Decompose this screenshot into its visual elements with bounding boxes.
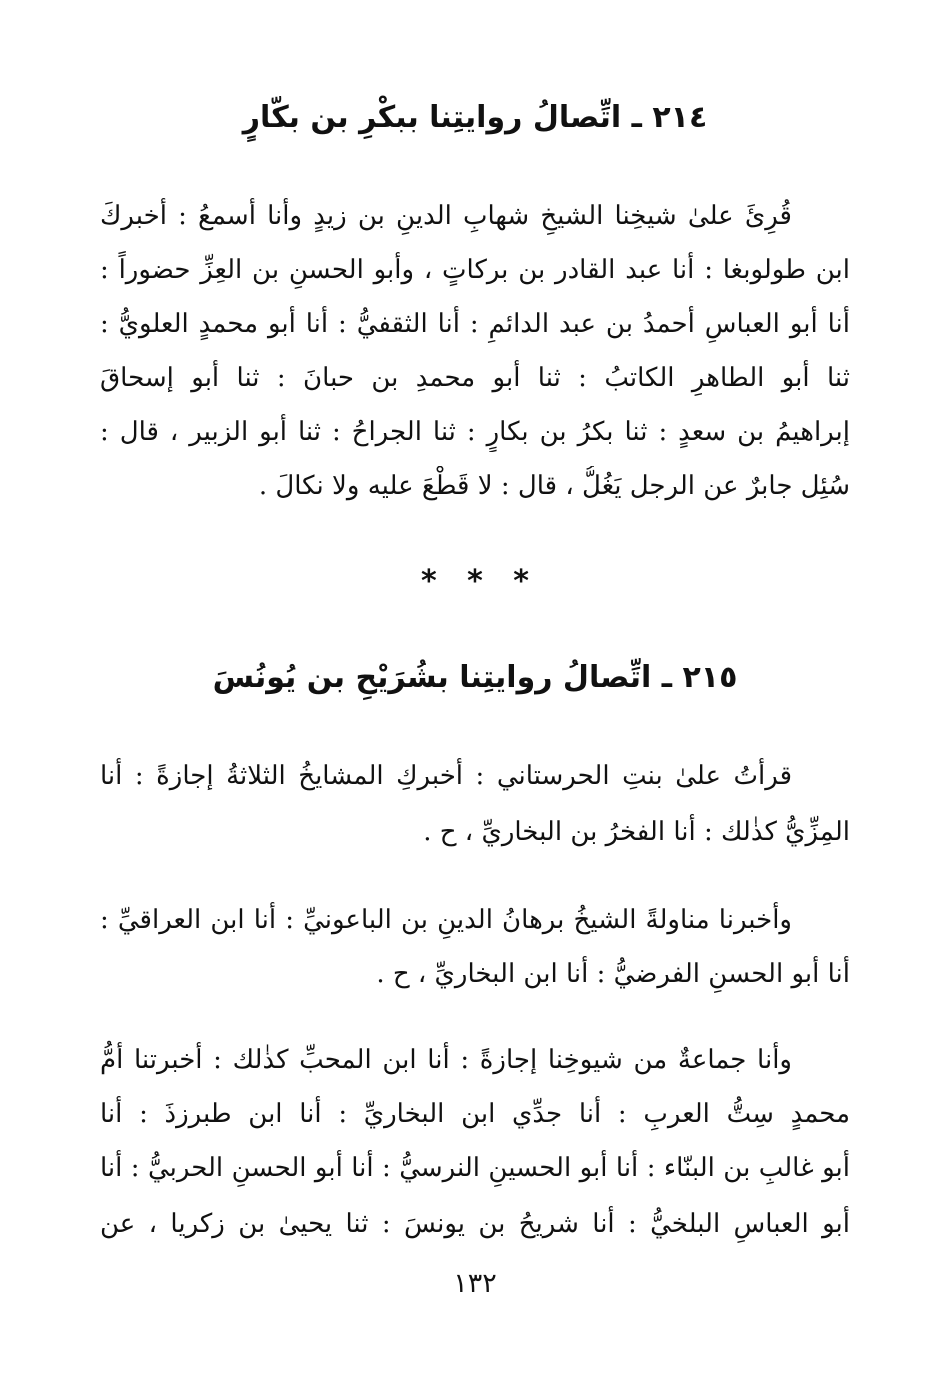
- book-page: [100, 0, 850, 1394]
- section-215-heading: ٢١٥ ـ اتِّصالُ روايتِنا بشُرَيْحِ بن يُونُسَ: [212, 660, 738, 695]
- section-separator: * * *: [421, 564, 529, 599]
- section-215-para3-line-3: أبو غالبِ بن البنّاء : أنا أبو الحسينِ النرسيُّ : أنا أبو الحسنِ الحربيُّ : أنا: [100, 1153, 850, 1183]
- section-214-line-2: ابن طولوبغا : أنا عبد القادر بن بركاتٍ ، وأبو الحسنِ بن العِزِّ حضوراً :: [100, 255, 850, 285]
- section-215-para2-line-2: أنا أبو الحسنِ الفرضيُّ : أنا ابن البخاريِّ ، ح .: [376, 959, 850, 989]
- section-214-heading: ٢١٤ ـ اتِّصالُ روايتِنا ببكْرِ بن بكّارٍ: [242, 100, 708, 135]
- section-215-para3-line-2: محمدٍ سِتُّ العربِ : أنا جدِّي ابن البخاريِّ : أنا ابن طبرزذَ : أنا: [100, 1099, 850, 1129]
- section-214-line-3: أنا أبو العباسِ أحمدُ بن عبد الدائمِ : أنا الثقفيُّ : أنا أبو محمدٍ العلويُّ :: [100, 309, 850, 339]
- section-215-para3-line-4: أبو العباسِ البلخيُّ : أنا شريحُ بن يونسَ : ثنا يحيىٰ بن زكريا ، عن: [100, 1209, 850, 1239]
- section-215-para1-line-2: المِزِّيُّ كذٰلك : أنا الفخرُ بن البخاريِّ ، ح .: [423, 817, 850, 847]
- section-214-line-5: إبراهيمُ بن سعدٍ : ثنا بكرُ بن بكارٍ : ثنا الجراحُ : ثنا أبو الزبير ، قال :: [100, 417, 850, 447]
- section-215-para3-line-1: وأنا جماعةٌ من شيوخِنا إجازةً : أنا ابن المحبِّ كذٰلك : أخبرتنا أمُّ: [100, 1045, 792, 1075]
- section-214-line-1: قُرِئَ علىٰ شيخِنا الشيخِ شهابِ الدينِ بن زيدٍ وأنا أسمعُ : أخبركَ: [100, 201, 792, 231]
- section-214-line-4: ثنا أبو الطاهرِ الكاتبُ : ثنا أبو محمدِ بن حبانَ : ثنا أبو إسحاقَ: [100, 363, 850, 393]
- section-215-para1-line-1: قرأتُ علىٰ بنتِ الحرستاني : أخبركِ المشايخُ الثلاثةُ إجازةً : أنا: [100, 761, 792, 791]
- page-number: ١٣٢: [453, 1268, 497, 1299]
- section-215-para2-line-1: وأخبرنا مناولةً الشيخُ برهانُ الدينِ بن الباعونيِّ : أنا ابن العراقيِّ :: [100, 905, 792, 935]
- section-214-line-6: سُئِل جابرٌ عن الرجل يَغُلُّ ، قال : لا قَطْعَ عليه ولا نكالَ .: [258, 471, 850, 501]
